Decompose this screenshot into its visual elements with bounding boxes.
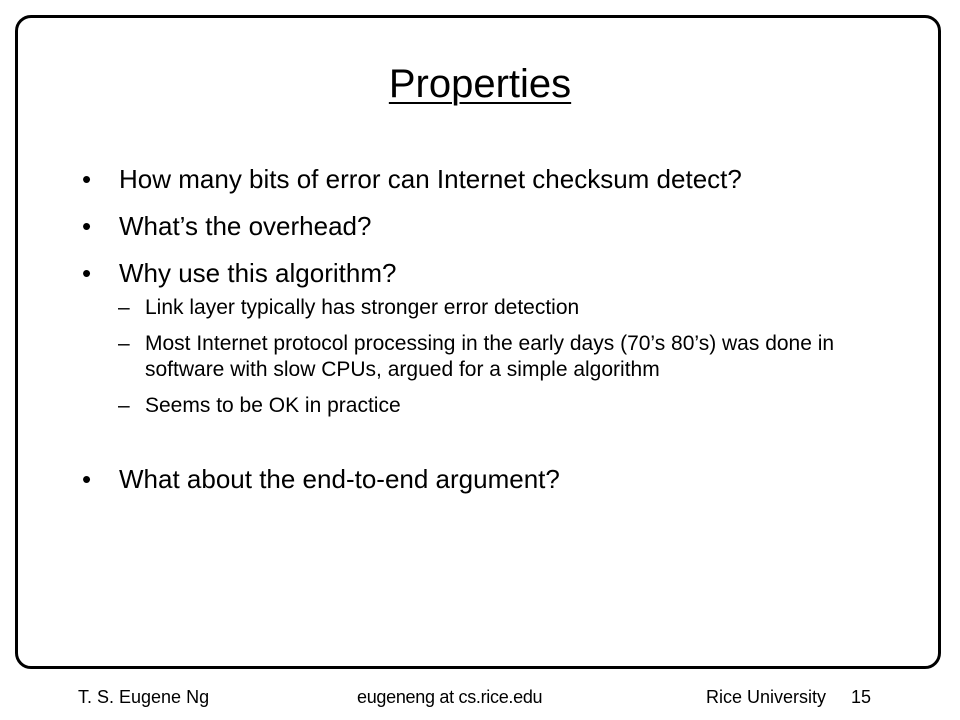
bullet-marker: • [82,164,92,194]
sub-bullet-item [118,393,858,419]
footer-author: T. S. Eugene Ng [78,687,210,707]
bullet-marker: • [82,211,92,241]
sub-bullet-list [37,295,858,419]
bullet-text: What about the end-to-end argument? [119,464,560,494]
dash-marker: – [118,296,130,319]
bullet-text: Why use this algorithm? [119,258,397,288]
sub-bullet-text: Seems to be OK in practice [145,394,401,417]
bullet-text: What’s the overhead? [119,211,372,241]
footer-email: eugeneng at cs.rice.edu [357,687,543,707]
sub-bullet-text: Most Internet protocol processing in the early days (70’s 80’s) was done in software with slow CPUs, argued for a simple algorithm [145,332,835,381]
bullet-marker: • [82,464,92,494]
bullet-list [78,163,858,495]
dash-marker: – [118,394,130,417]
sub-bullet-item [118,295,858,321]
slide-title: Properties [388,62,572,106]
footer-institution: Rice University [706,687,827,707]
bullet-item [78,163,858,195]
bullet-marker: • [82,258,92,288]
bullet-item [78,210,858,242]
sub-bullet-item [118,331,858,383]
sub-bullet-group [78,295,858,419]
bullet-text: How many bits of error can Internet checksum detect? [119,164,742,194]
sub-bullet-text: Link layer typically has stronger error detection [145,296,580,319]
dash-marker: – [118,332,130,355]
bullet-item [78,257,858,289]
footer-page-number: 15 [851,687,872,707]
bullet-item [78,463,858,495]
